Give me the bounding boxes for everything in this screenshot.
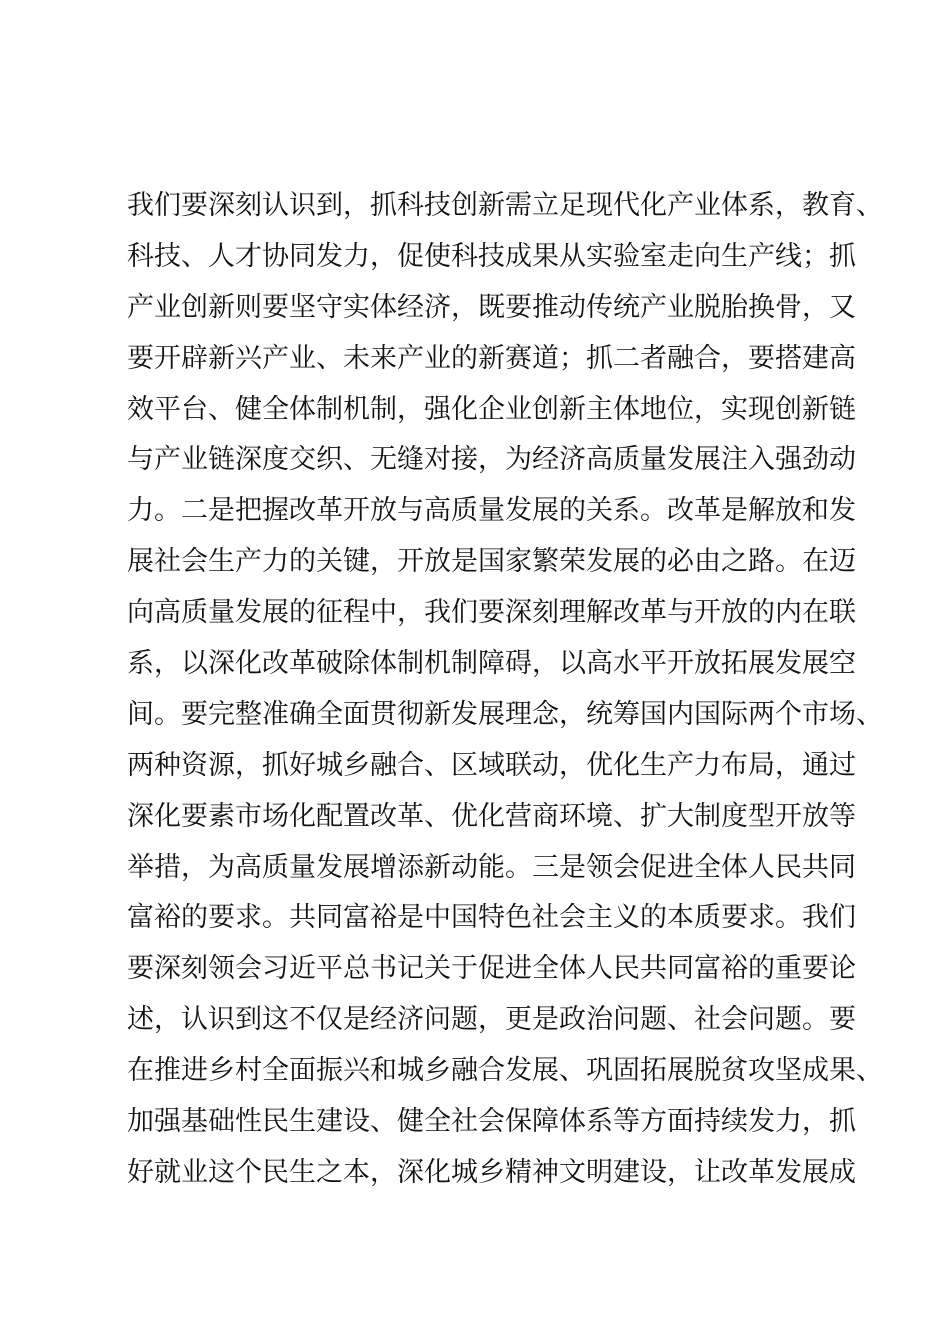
text-line: 好就业这个民生之本，深化城乡精神文明建设，让改革发展成	[127, 1156, 856, 1188]
text-line: 两种资源，抓好城乡融合、区域联动，优化生产力布局，通过	[127, 749, 856, 781]
text-line: 加强基础性民生建设、健全社会保障体系等方面持续发力，抓	[127, 1106, 856, 1138]
body-paragraph	[127, 181, 883, 1199]
text-line: 举措，为高质量发展增添新动能。三是领会促进全体人民共同	[127, 851, 856, 883]
text-line: 富裕的要求。共同富裕是中国特色社会主义的本质要求。我们	[127, 902, 856, 934]
text-line: 系，以深化改革破除体制机制障碍，以高水平开放拓展发展空	[127, 648, 856, 680]
text-line: 我们要深刻认识到，抓科技创新需立足现代化产业体系，教育、	[127, 190, 883, 221]
text-line: 与产业链深度交织、无缝对接，为经济高质量发展注入强劲动	[127, 444, 856, 476]
text-line: 深化要素市场化配置改革、优化营商环境、扩大制度型开放等	[127, 800, 856, 832]
text-line: 要开辟新兴产业、未来产业的新赛道；抓二者融合，要搭建高	[127, 342, 856, 374]
text-line: 在推进乡村全面振兴和城乡融合发展、巩固拓展脱贫攻坚成果、	[127, 1055, 883, 1087]
text-line: 展社会生产力的关键，开放是国家繁荣发展的必由之路。在迈	[127, 546, 856, 578]
text-line: 力。二是把握改革开放与高质量发展的关系。改革是解放和发	[127, 495, 856, 527]
text-line: 要深刻领会习近平总书记关于促进全体人民共同富裕的重要论	[127, 953, 856, 985]
text-line: 产业创新则要坚守实体经济，既要推动传统产业脱胎换骨，又	[127, 291, 856, 323]
text-line: 间。要完整准确全面贯彻新发展理念，统筹国内国际两个市场、	[127, 698, 883, 730]
text-line: 效平台、健全体制机制，强化企业创新主体地位，实现创新链	[127, 393, 856, 425]
text-line: 向高质量发展的征程中，我们要深刻理解改革与开放的内在联	[127, 597, 856, 629]
text-line: 述，认识到这不仅是经济问题，更是政治问题、社会问题。要	[127, 1004, 856, 1036]
text-line: 科技、人才协同发力，促使科技成果从实验室走向生产线；抓	[127, 240, 856, 272]
